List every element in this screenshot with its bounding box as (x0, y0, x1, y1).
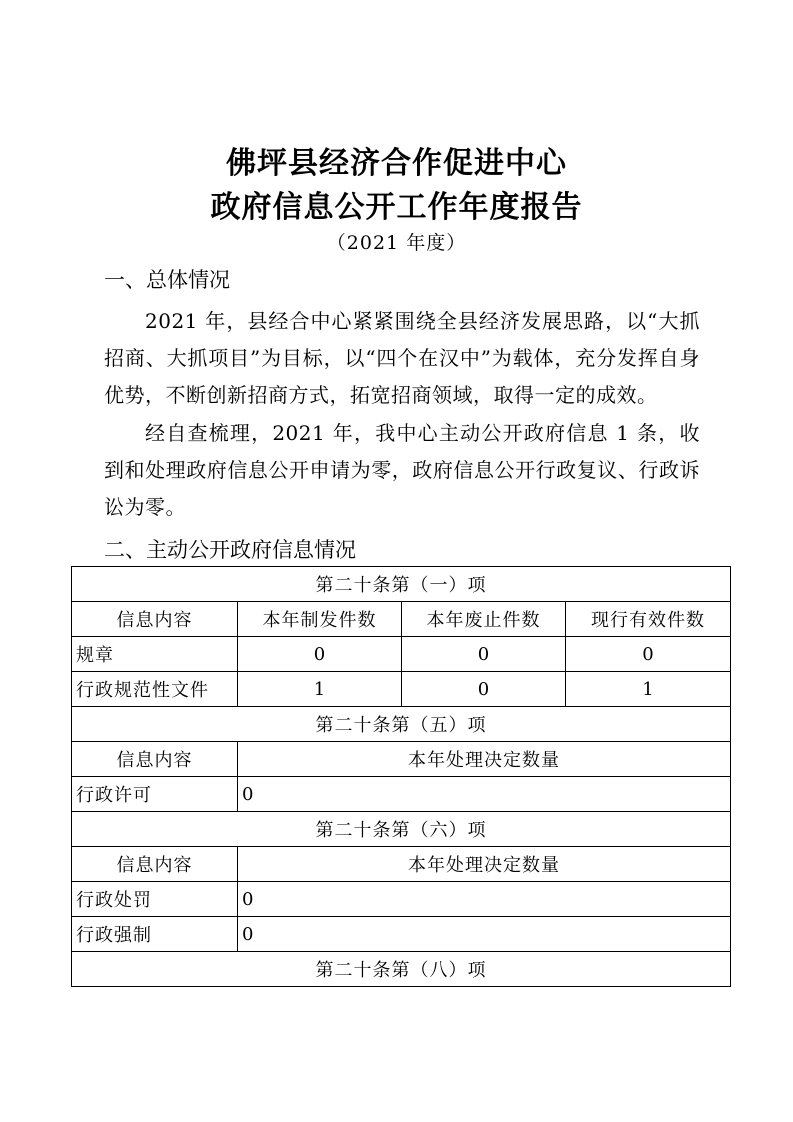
table-header-row (72, 742, 731, 777)
overview-paragraph-1: 2021 年，县经合中心紧紧围绕全县经济发展思路，以“大抓招商、大抓项目”为目标，以“四个在汉中”为载体，充分发挥自身优势，不断创新招商方式，拓宽招商领域，取得一定的成效。 (104, 309, 700, 407)
header-cell: 本年处理决定数量 (238, 742, 731, 777)
section-title-article20-6: 第二十条第（六）项 (72, 812, 731, 847)
value-cell: 0 (402, 672, 566, 707)
overview-paragraph-2: 经自查梳理，2021 年，我中心主动公开政府信息 1 条，收到和处理政府信息公开申请为零，政府信息公开行政复议、行政诉讼为零。 (104, 421, 700, 519)
section-title-article20-1: 第二十条第（一）项 (72, 567, 731, 602)
table-section-row (72, 952, 731, 987)
report-year: （2021 年度） (326, 232, 467, 254)
table-row (72, 882, 731, 917)
value-cell: 0 (402, 637, 566, 672)
table-section-row (72, 812, 731, 847)
value-cell: 1 (566, 672, 731, 707)
row-label: 行政强制 (72, 917, 238, 952)
value-cell: 0 (566, 637, 731, 672)
table-row (72, 672, 731, 707)
row-label: 行政处罚 (72, 882, 238, 917)
row-label: 规章 (72, 637, 238, 672)
header-cell: 信息内容 (72, 847, 238, 882)
row-label: 行政许可 (72, 777, 238, 812)
header-cell: 本年处理决定数量 (238, 847, 731, 882)
section-title-article20-5: 第二十条第（五）项 (72, 707, 731, 742)
value-cell: 1 (238, 672, 402, 707)
document-title-line1: 佛坪县经济合作促进中心 (226, 146, 567, 181)
document-title-line2: 政府信息公开工作年度报告 (210, 190, 583, 225)
header-cell: 信息内容 (72, 742, 238, 777)
table-section-row (72, 567, 731, 602)
table-row (72, 637, 731, 672)
value-cell: 0 (238, 637, 402, 672)
value-cell: 0 (238, 917, 731, 952)
header-cell: 本年制发件数 (238, 602, 402, 637)
section-heading-disclosure: 二、主动公开政府信息情况 (104, 538, 356, 562)
header-cell: 信息内容 (72, 602, 238, 637)
table-section-row (72, 707, 731, 742)
disclosure-table (71, 566, 731, 987)
section-heading-overview: 一、总体情况 (104, 268, 230, 292)
section-title-article20-8: 第二十条第（八）项 (72, 952, 731, 987)
value-cell: 0 (238, 882, 731, 917)
table-header-row (72, 602, 731, 637)
row-label: 行政规范性文件 (72, 672, 238, 707)
table-row (72, 917, 731, 952)
value-cell: 0 (238, 777, 731, 812)
table-header-row (72, 847, 731, 882)
header-cell: 现行有效件数 (566, 602, 731, 637)
table-row (72, 777, 731, 812)
header-cell: 本年废止件数 (402, 602, 566, 637)
